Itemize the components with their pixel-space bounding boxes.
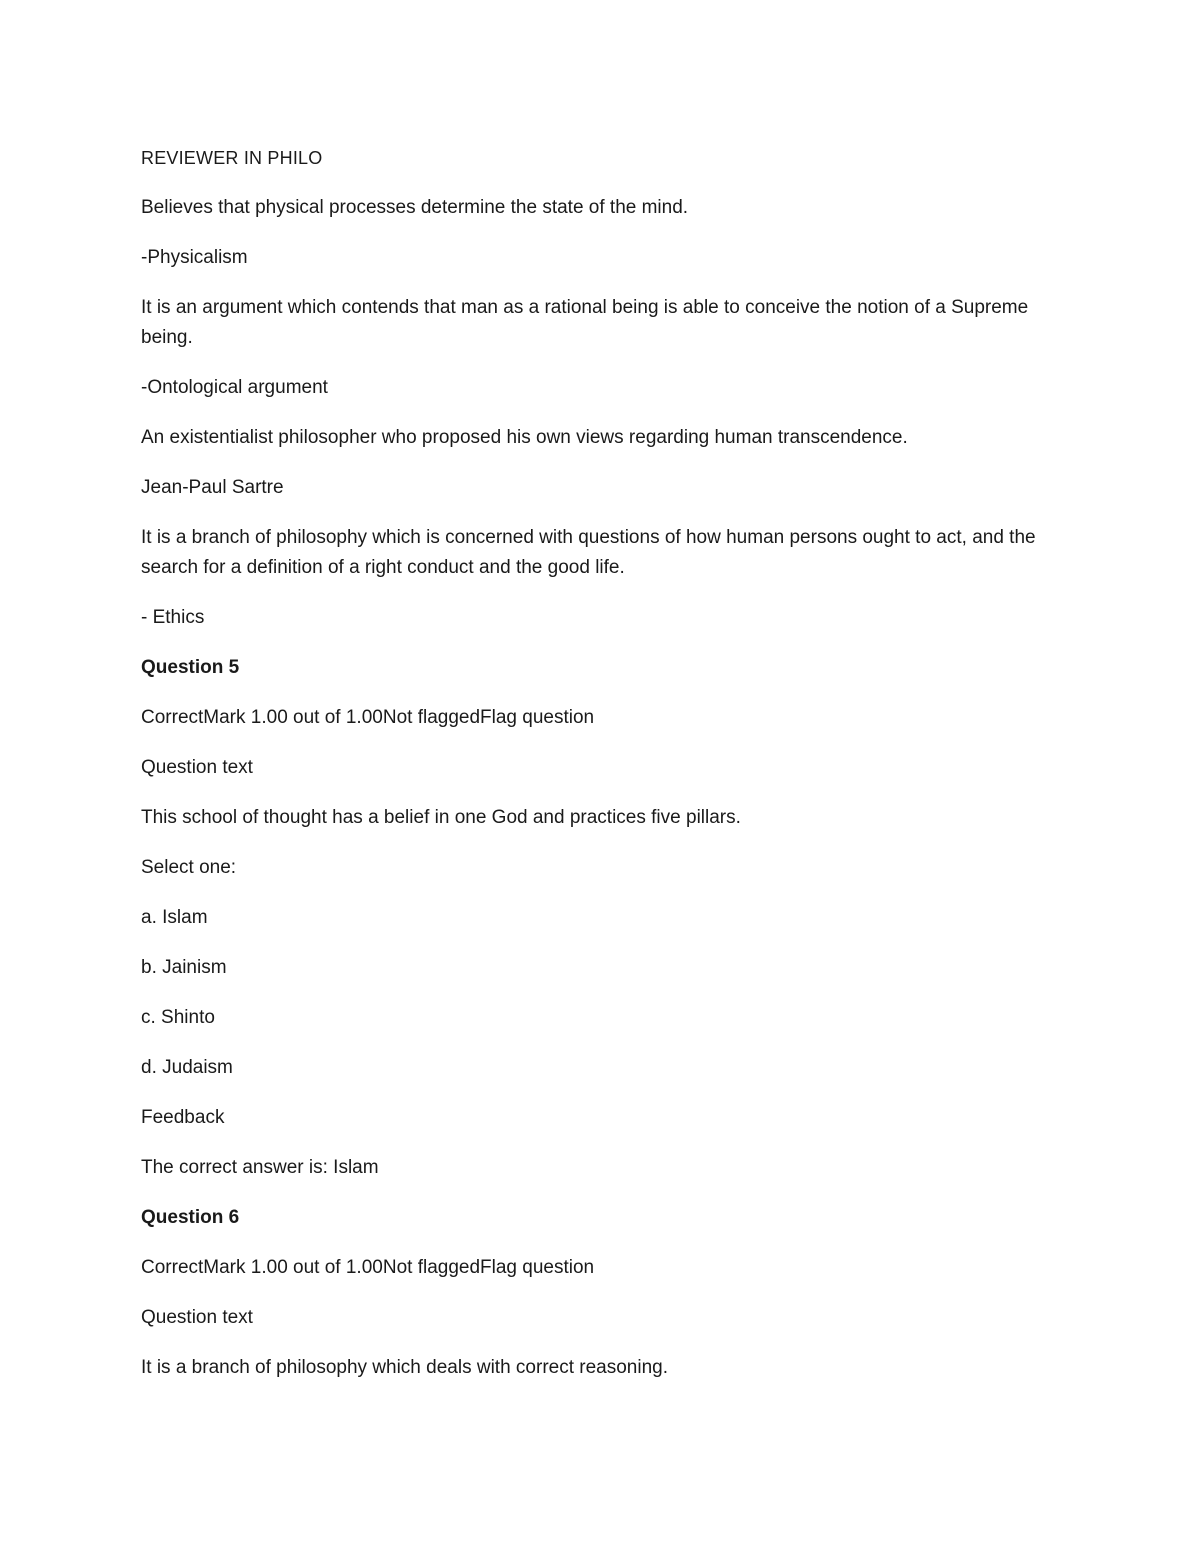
question-5-correct-answer: The correct answer is: Islam (141, 1157, 379, 1178)
question-6-heading: Question 6 (141, 1207, 240, 1228)
question-6-status: CorrectMark 1.00 out of 1.00Not flaggedFlag question (141, 1257, 595, 1278)
paragraph-ontological-definition: It is an argument which contends that man as a rational being is able to conceive the notion of a Supreme being. (141, 297, 1029, 348)
paragraph-existentialist-answer: Jean-Paul Sartre (141, 477, 284, 498)
question-5-option-b: b. Jainism (141, 957, 227, 978)
question-5-heading: Question 5 (141, 657, 240, 678)
paragraph-ethics-definition: It is a branch of philosophy which is concerned with questions of how human persons ought to act, and the search for a definition of a right conduct and the good life. (141, 527, 1036, 578)
question-5-text-label: Question text (141, 757, 253, 778)
paragraph-physicalism-answer: -Physicalism (141, 247, 248, 268)
document-body (141, 143, 1061, 1403)
document-title: REVIEWER IN PHILO (141, 148, 323, 168)
question-5-prompt: This school of thought has a belief in one God and practices five pillars. (141, 807, 741, 828)
question-5-select-one: Select one: (141, 857, 237, 878)
question-5-feedback-label: Feedback (141, 1107, 225, 1128)
question-6-prompt: It is a branch of philosophy which deals with correct reasoning. (141, 1357, 668, 1378)
question-6-text-label: Question text (141, 1307, 253, 1328)
question-5-status: CorrectMark 1.00 out of 1.00Not flaggedFlag question (141, 707, 595, 728)
paragraph-ethics-answer: - Ethics (141, 607, 205, 628)
question-5-option-a: a. Islam (141, 907, 208, 928)
question-5-option-d: d. Judaism (141, 1057, 233, 1078)
question-5-option-c: c. Shinto (141, 1007, 215, 1028)
paragraph-physicalism-definition: Believes that physical processes determine the state of the mind. (141, 197, 689, 218)
paragraph-existentialist-definition: An existentialist philosopher who proposed his own views regarding human transcendence. (141, 427, 908, 448)
paragraph-ontological-answer: -Ontological argument (141, 377, 328, 398)
